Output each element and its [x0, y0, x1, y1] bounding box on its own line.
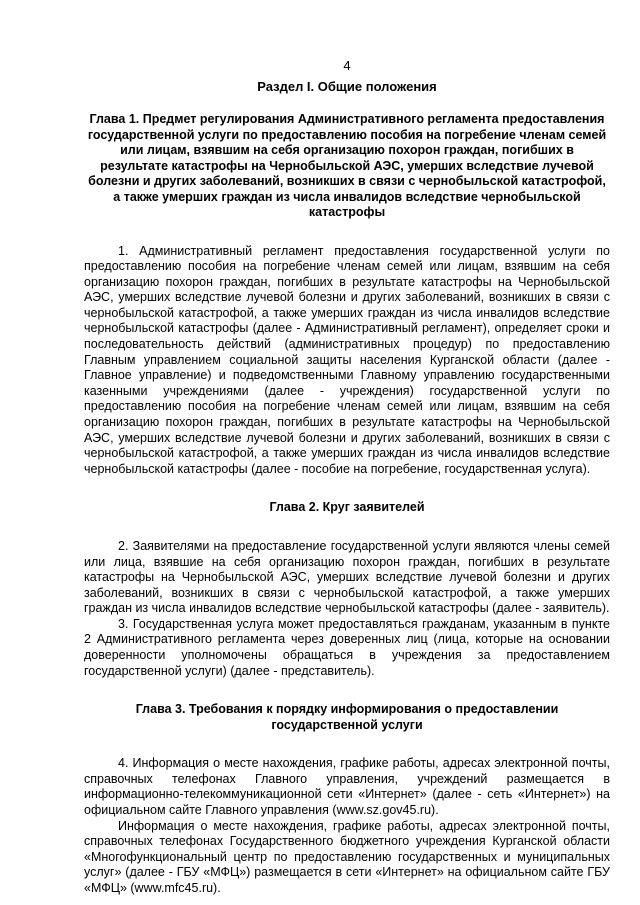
- paragraph: 4. Информация о месте нахождения, графике работы, адресах электронной почты, справочных телефонах Главного управления, учреждений размещается в информационно-телекоммуникационной сети «Интернет» (далее - сеть «Интернет») на официальном сайте Главного управления (www.sz.gov45.ru).: [84, 756, 610, 818]
- paragraph: 2. Заявителями на предоставление государственной услуги являются члены семей или лица, взявшие на себя организацию похорон граждан, погибших в результате катастрофы на Чернобыльской АЭС, умерших вследствие лучевой болезни и других заболеваний, возникших в связи с чернобыльской катастрофой, а также умерших граждан из числа инвалидов вследствие чернобыльской катастрофы (далее - заявитель).: [84, 538, 610, 616]
- chapter-title: Глава 3. Требования к порядку информирования о предоставлении государственной услуги: [135, 702, 559, 732]
- chapter-1: [84, 112, 610, 477]
- chapter-title: Глава 2. Круг заявителей: [269, 500, 425, 515]
- section-title: Раздел I. Общие положения: [257, 79, 437, 94]
- chapter-title: Глава 1. Предмет регулирования Административного регламента предоставления государственной услуги по предоставлению пособия на погребение членам семей или лицам, взявшим на себя организацию похорон граждан, погибших в результате катастрофы на Чернобыльской АЭС, умерших вследствие лучевой болезни и других заболеваний, возникших в связи с чернобыльской катастрофой, а также умерших граждан из числа инвалидов вследствие чернобыльской катастрофы: [87, 112, 607, 219]
- chapter-3: [84, 702, 610, 896]
- paragraph: 1. Административный регламент предоставления государственной услуги по предоставлению пособия на погребение членам семей или лицам, взявшим на себя организацию похорон граждан, погибших в результате катастрофы на Чернобыльской АЭС, умерших вследствие лучевой болезни и других заболеваний, возникших в связи с чернобыльской катастрофой, а также умерших граждан из числа инвалидов вследствие чернобыльской катастрофы (далее - Административный регламент), определяет сроки и последовательность действий (административных процедур) по предоставлению Главным управлением социальной защиты населения Курганской области (далее - Главное управление) и подведомственными Главному управлению государственными казенными учреждениями (далее - учреждения) государственной услуги по предоставлению пособия на погребение членам семей или лицам, взявшим на себя организацию похорон граждан, погибших в результате катастрофы на Чернобыльской АЭС, умерших вследствие лучевой болезни и других заболеваний, возникших в связи с чернобыльской катастрофой, а также умерших граждан из числа инвалидов вследствие чернобыльской катастрофы (далее - пособие на погребение, государственная услуга).: [84, 243, 610, 476]
- page-number: 4: [343, 58, 351, 73]
- chapter-2: [84, 500, 610, 679]
- paragraph: Информация о месте нахождения, графике работы, адресах электронной почты, справочных телефонах Государственного бюджетного учреждения Курганской области «Многофункциональный центр по предоставлению государственных и муниципальных услуг» (далее - ГБУ «МФЦ») размещается в сети «Интернет» на официальном сайте ГБУ «МФЦ» (www.mfc45.ru).: [84, 818, 610, 895]
- paragraph: 3. Государственная услуга может предоставляться гражданам, указанным в пункте 2 Административного регламента через доверенных лиц (лица, которые на основании доверенности уполномочены обращаться в учреждения за предоставлением государственной услуги) (далее - представитель).: [84, 616, 610, 678]
